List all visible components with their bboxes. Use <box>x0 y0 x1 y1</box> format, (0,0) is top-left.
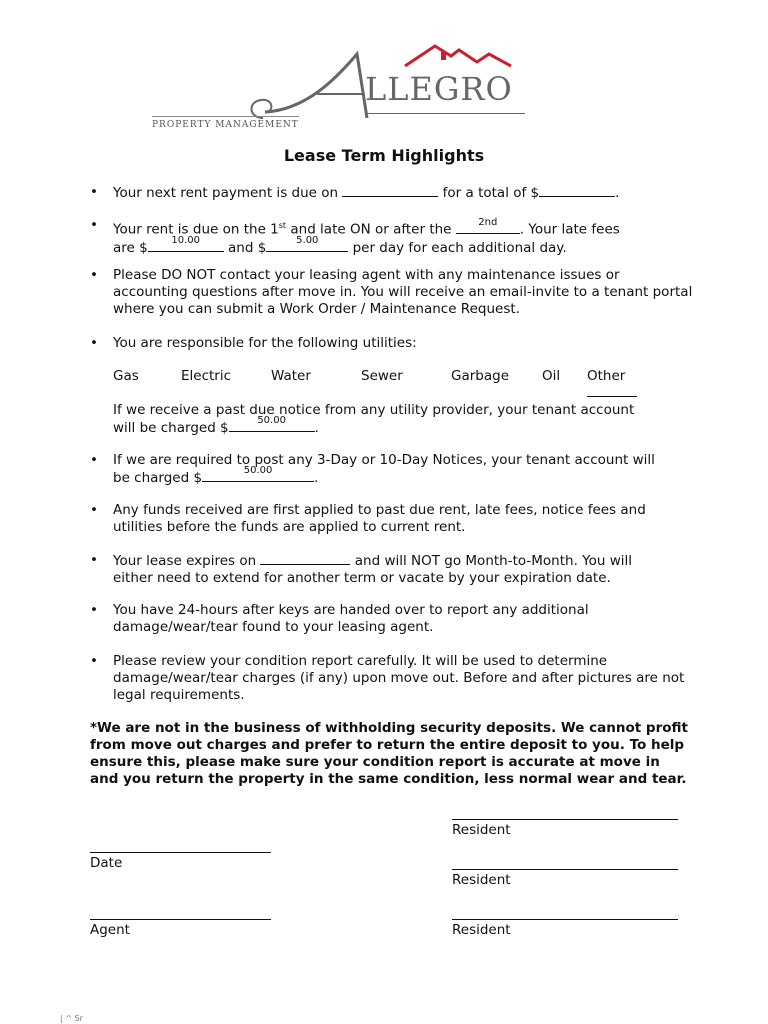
utility-other-field[interactable] <box>587 384 637 397</box>
fee-prefix: are $ <box>113 239 148 256</box>
rent-due-on-text: Your rent is due on the 1 <box>113 221 279 238</box>
late-day-value: 2nd <box>478 216 498 228</box>
initial-late-fee-value: 10.00 <box>171 234 201 246</box>
resident-signature-line-3[interactable] <box>452 919 678 920</box>
logo-wordmark: LLEGRO <box>365 70 513 108</box>
bullet-dot: • <box>90 335 98 351</box>
logo-underline <box>365 113 525 114</box>
date-signature-line[interactable] <box>90 852 271 853</box>
rent-total-text: for a total of $ <box>442 185 540 201</box>
condition-report-text: Please review your condition report carefully. It will be used to determine damage/wear/tear charges (if any) upon move out. Before and after pictures are not legal requirements. <box>113 653 685 703</box>
resident-label-1: Resident <box>452 822 511 838</box>
bullet-dot: • <box>90 452 98 468</box>
daily-late-fee-value: 5.00 <box>296 234 319 246</box>
agent-signature-line[interactable] <box>90 919 271 920</box>
resident-label-3: Resident <box>452 922 511 938</box>
ordinal-suffix: st <box>278 221 287 230</box>
and-text: and $ <box>223 239 267 256</box>
page-title: Lease Term Highlights <box>283 146 485 165</box>
bullet-dot: • <box>90 184 98 200</box>
maintenance-text: Please DO NOT contact your leasing agent with any maintenance issues or accounting questions after move in. You will receive an email-invite to a tenant portal where you can submit a Work Order / Maintenance Request. <box>113 267 693 317</box>
utility-other-label: Other <box>587 368 626 384</box>
agent-label: Agent <box>90 922 130 938</box>
utility-gas: Gas <box>113 368 139 384</box>
daily-late-fee-field[interactable] <box>266 234 348 252</box>
resident-signature-line-1[interactable] <box>452 819 678 820</box>
bullet-dot: • <box>90 502 98 518</box>
resident-label-2: Resident <box>452 872 511 888</box>
utility-electric: Electric <box>181 368 232 384</box>
period: . <box>615 185 620 201</box>
utility-oil: Oil <box>542 368 561 384</box>
per-day-text: per day for each additional day. <box>348 239 567 256</box>
bullet-dot: • <box>90 653 98 669</box>
utility-water: Water <box>271 368 311 384</box>
late-after-text: and late ON or after the <box>286 221 452 238</box>
period: . <box>314 420 319 436</box>
period: . <box>314 470 319 486</box>
keys-text: You have 24-hours after keys are handed over to report any additional damage/wear/tear found to your leasing agent. <box>113 602 589 635</box>
charged-text: will be charged $ <box>113 420 229 436</box>
utility-notice-fee-value: 50.00 <box>257 415 286 426</box>
notices-text: If we are required to post any 3-Day or 10-Day Notices, your tenant account will <box>113 452 655 468</box>
resident-signature-line-2[interactable] <box>452 869 678 870</box>
date-label: Date <box>90 855 123 871</box>
notice-fee-field[interactable] <box>202 465 314 482</box>
lease-expiry-field[interactable] <box>260 552 350 565</box>
extend-text: either need to extend for another term or vacate by your expiration date. <box>113 570 611 586</box>
deposit-notice: *We are not in the business of withholding security deposits. We cannot profit from move out charges and prefer to return the entire deposit to you. To help ensure this, please make sure your condition report is accurate at move in and you return the property in the same condition, less normal wear and tear. <box>90 720 688 787</box>
rent-due-date-field[interactable] <box>342 184 438 197</box>
utilities-text: You are responsible for the following utilities: <box>113 335 417 351</box>
late-day-field[interactable] <box>456 216 520 234</box>
bullet-dot: • <box>90 552 98 568</box>
utility-garbage: Garbage <box>451 368 510 384</box>
rent-due-text: Your next rent payment is due on <box>113 185 339 201</box>
initial-late-fee-field[interactable] <box>148 234 224 252</box>
bullet-dot: • <box>90 267 98 283</box>
utility-sewer: Sewer <box>361 368 403 384</box>
logo-subtitle: PROPERTY MANAGEMENT <box>152 116 299 130</box>
bullet-dot: • <box>90 602 98 618</box>
bullet-dot: • <box>90 217 98 233</box>
utility-notice-fee-field[interactable] <box>229 415 315 432</box>
late-fees-text: . Your late fees <box>519 221 620 238</box>
month-to-month-text: and will NOT go Month-to-Month. You will <box>354 553 633 569</box>
page-footer: | ^ Sr <box>60 1014 83 1023</box>
funds-text: Any funds received are first applied to past due rent, late fees, notice fees and utilities before the funds are applied to current rent. <box>113 502 646 535</box>
past-due-text: If we receive a past due notice from any utility provider, your tenant account <box>113 402 635 418</box>
rent-total-field[interactable] <box>539 184 615 197</box>
lease-expires-text: Your lease expires on <box>113 553 257 569</box>
notice-fee-value: 50.00 <box>243 465 273 476</box>
charged-text: be charged $ <box>113 470 203 486</box>
utility-other <box>587 368 637 401</box>
